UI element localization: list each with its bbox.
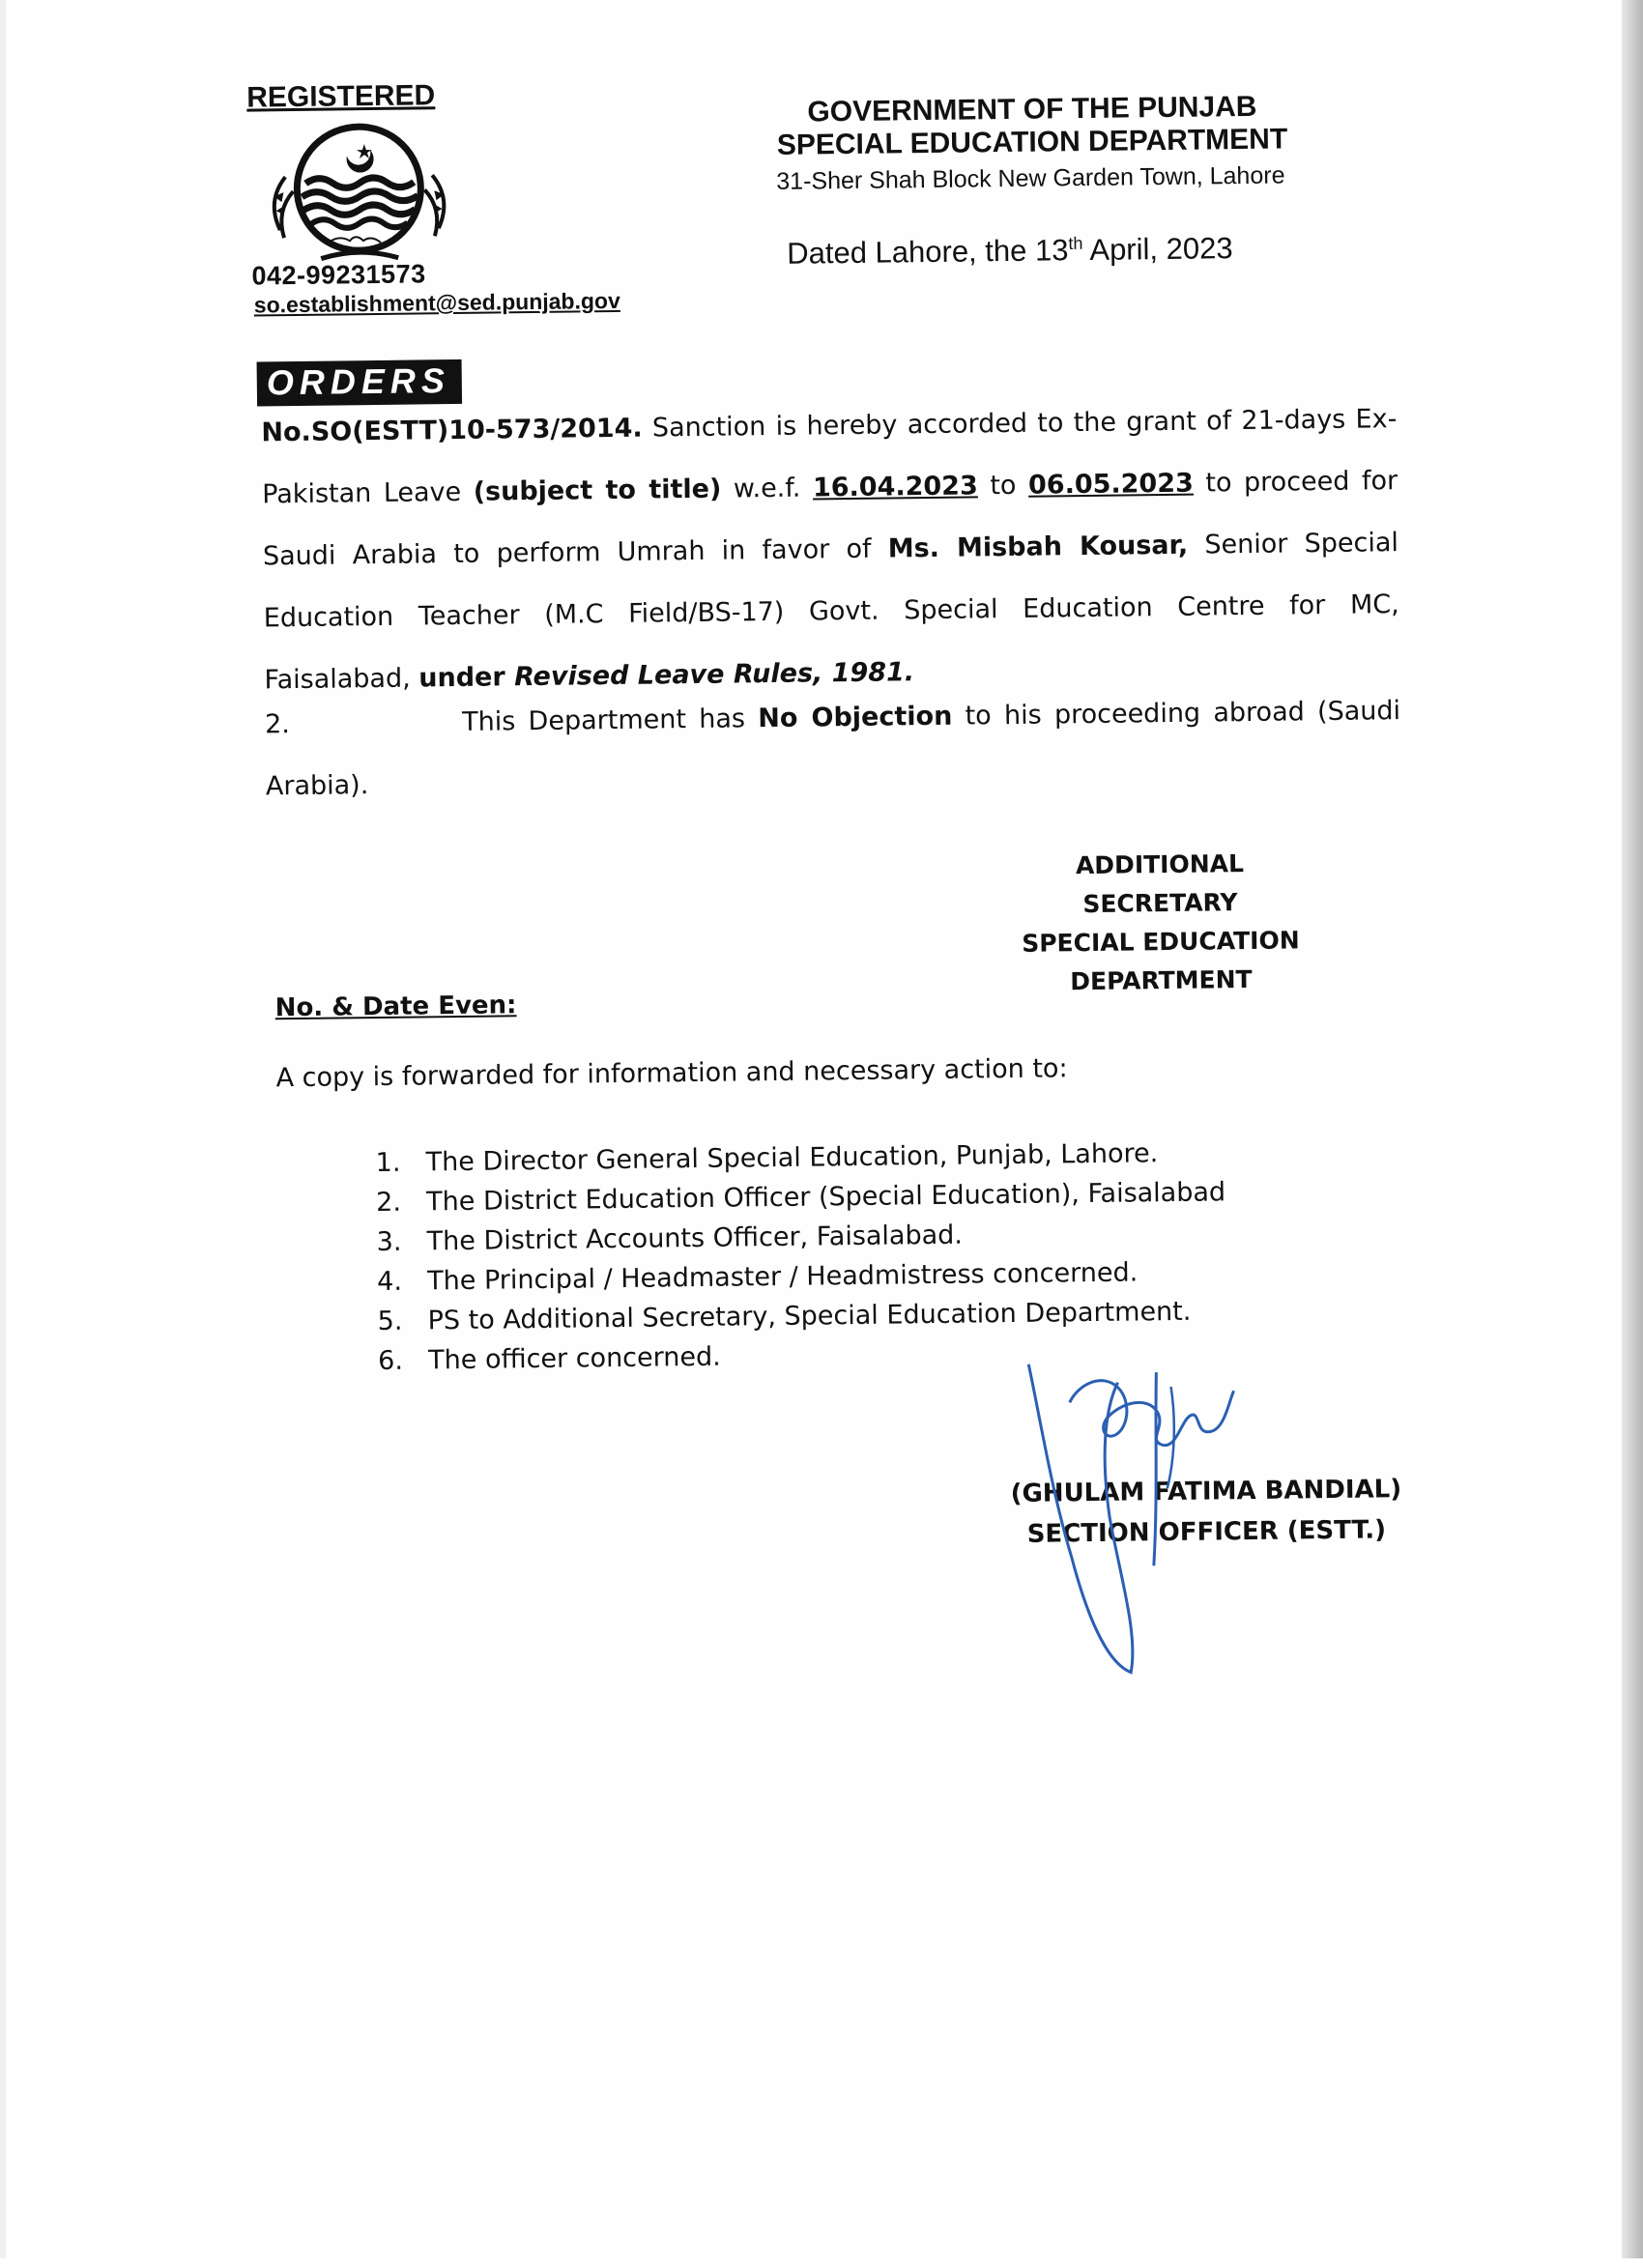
signer-title: SECTION OFFICER (ESTT.) bbox=[1026, 1515, 1387, 1549]
registered-label: REGISTERED bbox=[245, 79, 436, 114]
list-item: 6. The officer concerned. bbox=[377, 1341, 721, 1377]
order-paragraph: No.SO(ESTT)10-573/2014. Sanction is hereby accorded to the grant of 21-days Ex-Pakistan Leave (subject to title) w.e.f. 16.04.2023 to 06.05.2023 to proceed for Saudi Arabia to perform Umrah in favor of Ms. Misbah Kousar, Senior Special Education Teacher (M.C Field/BS-17) Govt. Special Education Centre for MC, Faisalabad, under Revised Leave Rules, 1981. bbox=[261, 404, 1399, 696]
no-date-even-label: No. & Date Even: bbox=[274, 990, 517, 1023]
dated-line: Dated Lahore, the 13th April, 2023 bbox=[786, 231, 1233, 271]
list-item: 5. PS to Additional Secretary, Special Education Department. bbox=[377, 1296, 1192, 1337]
handwritten-signature-icon bbox=[1011, 1342, 1266, 1693]
orders-heading: ORDERS bbox=[257, 359, 463, 407]
department-address: 31-Sher Shah Block New Garden Town, Lahore bbox=[776, 161, 1285, 195]
email-address: so.establishment@sed.punjab.gov bbox=[253, 287, 620, 318]
order-number: No.SO(ESTT)10-573/2014. bbox=[261, 413, 643, 448]
list-item: 3. The District Accounts Officer, Faisalabad. bbox=[376, 1220, 964, 1258]
no-objection-paragraph: 2. This Department has No Objection to his proceeding abroad (Saudi Arabia). bbox=[264, 696, 1401, 802]
punjab-emblem-icon bbox=[262, 122, 457, 269]
phone-number: 042-99231573 bbox=[251, 259, 426, 291]
copy-forwarded-intro: A copy is forwarded for information and necessary action to: bbox=[275, 1053, 1068, 1094]
list-item: 4. The Principal / Headmaster / Headmistress concerned. bbox=[376, 1257, 1139, 1298]
list-item: 1. The Director General Special Education, Punjab, Lahore. bbox=[375, 1138, 1159, 1179]
issuing-authority: ADDITIONAL SECRETARY SPECIAL EDUCATION DEPARTMENT bbox=[1022, 849, 1300, 996]
list-item: 2. The District Education Officer (Special Education), Faisalabad bbox=[375, 1177, 1226, 1219]
leave-to-date: 06.05.2023 bbox=[1027, 468, 1195, 501]
employee-name: Ms. Misbah Kousar, bbox=[887, 530, 1189, 564]
signer-name: (GHULAM FATIMA BANDIAL) bbox=[1010, 1475, 1402, 1509]
leave-rules: Revised Leave Rules, 1981. bbox=[513, 657, 915, 693]
leave-from-date: 16.04.2023 bbox=[812, 471, 978, 503]
government-title: GOVERNMENT OF THE PUNJAB bbox=[807, 90, 1257, 129]
department-title: SPECIAL EDUCATION DEPARTMENT bbox=[776, 123, 1288, 161]
